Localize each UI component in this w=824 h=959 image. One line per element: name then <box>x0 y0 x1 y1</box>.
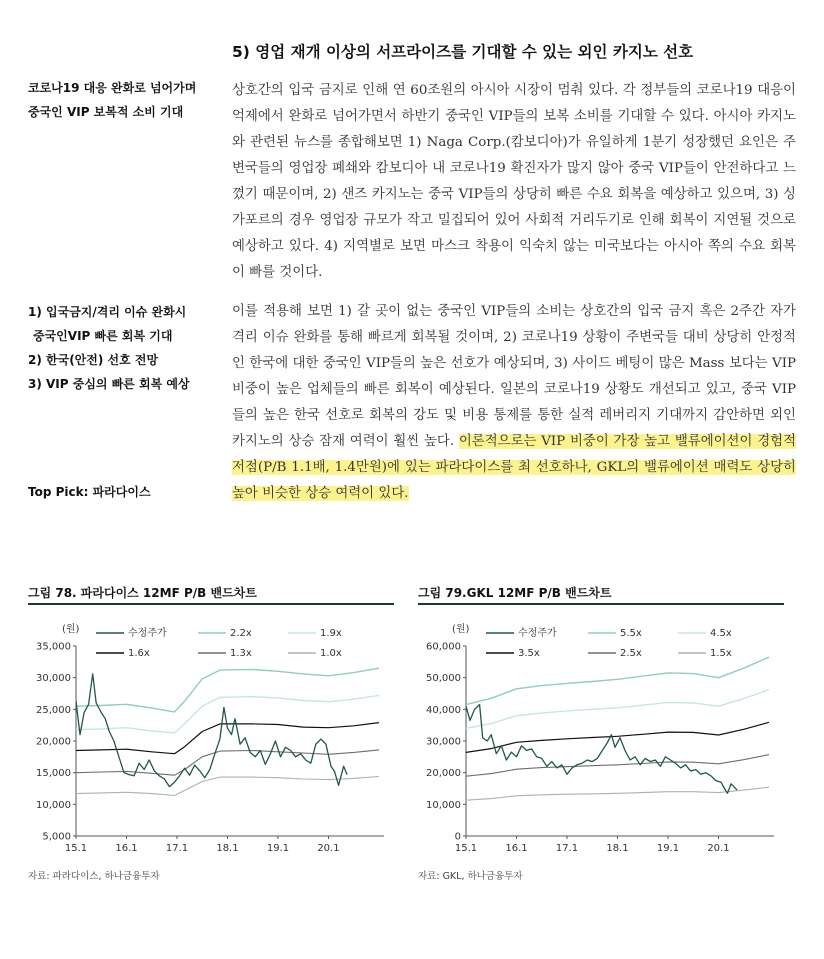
x-tick-label: 20.1 <box>707 843 730 853</box>
legend-label: 1.3x <box>230 648 252 659</box>
legend-label: 3.5x <box>518 648 540 659</box>
series-line-2.2x <box>76 668 379 712</box>
unit-label: (원) <box>62 624 80 635</box>
paragraph-asia-market: 상호간의 입국 금지로 인해 연 60조원의 아시아 시장이 멈춰 있다. 각 정부들의 코로나19 대응이 억제에서 완화로 넘어가면서 하반기 중국인 VIP들의 보복 소비를 기대할 수 있다. 아시아 카지노와 관련된 뉴스를 종합해보면 1) Naga Corp.(캄보디아)가 유일하게 1분기 성장했던 요인은 주변국들의 영업장 폐쇄와 캄보디아 내 코로나19 확진자가 많지 않아 중국 VIP들이 안전하다고 느꼈기 때문이며, 2) 샌즈 카지노는 중국 VIP들의 상당히 빠른 수요 회복을 예상하고 있으며, 3) 싱가포르의 경우 영업장 규모가 작고 밀집되어 있어 사회적 거리두기로 인해 회복이 지연될 것으로 예상하고 있다. 4) 지역별로 보면 마스크 착용이 익숙치 않는 미국보다는 아시아 쪽의 수요 회복이 빠를 것이다. <box>232 83 796 280</box>
y-tick-label: 0 <box>454 831 461 843</box>
series-line-2.5x <box>466 755 769 777</box>
x-tick-label: 17.1 <box>555 843 579 853</box>
side-note-recovery <box>28 76 196 124</box>
figure-79-chart <box>418 618 784 853</box>
y-tick-label: 60,000 <box>426 641 461 653</box>
y-tick-label: 15,000 <box>36 768 71 780</box>
y-tick-label: 10,000 <box>426 799 461 811</box>
figure-78-source: 자료: 파라다이스, 하나금융투자 <box>28 871 160 882</box>
series-line-수정주가 <box>466 705 737 794</box>
y-tick-label: 50,000 <box>426 673 461 685</box>
figure-79-title: 그림 79.GKL 12MF P/B 밴드차트 <box>418 586 612 600</box>
figure-79-source: 자료: GKL, 하나금융투자 <box>418 871 523 882</box>
legend-label: 수정주가 <box>128 628 167 639</box>
y-tick-label: 30,000 <box>36 673 71 685</box>
side-note-line: 코로나19 대응 완화로 넘어가며 <box>28 81 197 95</box>
y-tick-label: 35,000 <box>36 641 71 653</box>
x-tick-label: 19.1 <box>266 843 290 853</box>
x-tick-label: 18.1 <box>216 843 239 853</box>
side-note-line: 중국인VIP 빠른 회복 기대 <box>33 329 173 343</box>
x-tick-label: 18.1 <box>606 843 629 853</box>
legend-label: 2.2x <box>230 628 252 639</box>
x-tick-label: 15.1 <box>454 843 478 853</box>
legend-label: 4.5x <box>710 628 732 639</box>
y-tick-label: 40,000 <box>426 704 461 716</box>
legend-label: 5.5x <box>620 628 642 639</box>
figure-78-chart <box>28 618 394 853</box>
side-note-points <box>28 300 190 396</box>
series-line-5.5x <box>466 657 769 705</box>
y-tick-label: 20,000 <box>36 736 71 748</box>
figure-79-rule <box>418 603 784 605</box>
side-note-top-pick: Top Pick: 파라다이스 <box>28 485 151 499</box>
x-tick-label: 16.1 <box>505 843 528 853</box>
series-line-수정주가 <box>76 674 347 787</box>
side-note-line: 1) 입국금지/격리 이슈 완화시 <box>28 305 187 319</box>
side-note-line: 중국인 VIP 보복적 소비 기대 <box>28 105 184 119</box>
x-tick-label: 15.1 <box>64 843 88 853</box>
series-line-4.5x <box>466 690 769 729</box>
series-line-1.0x <box>76 777 379 796</box>
y-tick-label: 20,000 <box>426 768 461 780</box>
section-title: 5) 영업 재개 이상의 서프라이즈를 기대할 수 있는 외인 카지노 선호 <box>232 43 694 61</box>
y-tick-label: 30,000 <box>426 736 461 748</box>
side-note-line: 2) 한국(안전) 선호 전망 <box>28 353 159 367</box>
figure-78-title: 그림 78. 파라다이스 12MF P/B 밴드차트 <box>28 586 257 600</box>
figure-78-rule <box>28 603 394 605</box>
side-note-line: 3) VIP 중심의 빠른 회복 예상 <box>28 377 190 391</box>
x-tick-label: 16.1 <box>115 843 138 853</box>
paragraph-text: 이를 적용해 보면 1) 갈 곳이 없는 중국인 VIP들의 소비는 상호간의 입국 금지 혹은 2주간 자가 격리 이슈 완화를 통해 빠르게 회복될 것이며, 2) 코로나19 상황이 주변국들 대비 상당히 안정적인 한국에 대한 중국인 VIP들의 높은 선호가 예상되며, 3) 사이드 베팅이 많은 Mass 보다는 VIP 비중이 높은 업체들의 빠른 회복이 예상된다. 일본의 코로나19 상황도 개선되고 있고, 중국 VIP들의 높은 한국 선호로 회복의 강도 및 비용 통제를 통한 실적 레버리지 기대까지 감안하면 외인 카지노의 상승 잠재 여력이 훨씬 높다. <box>232 304 796 449</box>
series-line-1.3x <box>76 750 379 775</box>
legend-label: 2.5x <box>620 648 642 659</box>
unit-label: (원) <box>452 624 470 635</box>
x-tick-label: 19.1 <box>656 843 680 853</box>
x-tick-label: 17.1 <box>165 843 189 853</box>
series-line-3.5x <box>466 722 769 752</box>
y-tick-label: 5,000 <box>42 831 71 843</box>
y-tick-label: 10,000 <box>36 799 71 811</box>
series-line-1.5x <box>466 787 769 800</box>
legend-label: 1.0x <box>320 648 342 659</box>
legend-label: 1.6x <box>128 648 150 659</box>
paragraph-application <box>232 299 796 507</box>
legend-label: 1.9x <box>320 628 342 639</box>
y-tick-label: 25,000 <box>36 704 71 716</box>
x-tick-label: 20.1 <box>317 843 340 853</box>
legend-label: 1.5x <box>710 648 732 659</box>
legend-label: 수정주가 <box>518 628 557 639</box>
highlighted-conclusion: 이론적으로는 VIP 비중이 가장 높고 밸류에이션이 경험적 저점(P/B 1.1배, 1.4만원)에 있는 파라다이스를 최 선호하나, GKL의 밸류에이션 매력도 상당히 높아 비슷한 상승 여력이 있다. <box>232 434 796 501</box>
